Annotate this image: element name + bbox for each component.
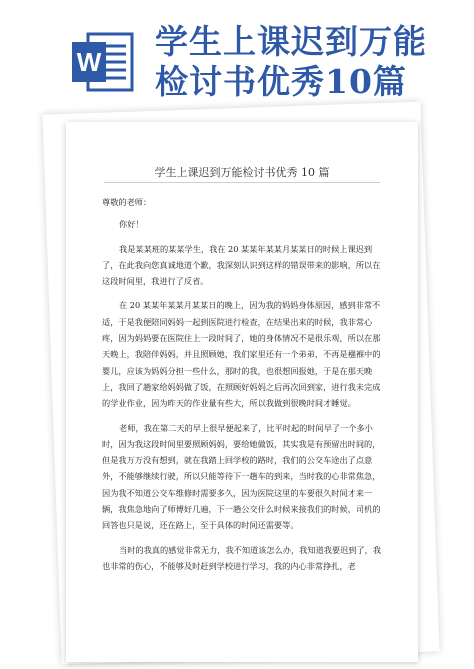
- document-body: [102, 194, 384, 582]
- heading-line-1: 学生上课迟到万能: [155, 22, 427, 61]
- heading-line-2: 检讨书优秀10篇: [155, 62, 407, 101]
- word-icon-letter: W: [76, 47, 102, 77]
- paragraph: 老师，我在第二天的早上很早便起来了，比平时起的时间早了一个多小时，因为我这段时间里要照顾妈妈，要给她做饭，其实我是有预留出时间的，但是我万万没有想到，就在我踏上回学校的路时，我们的公交车途出了点意外，不能够继续行驶，所以只能等待下一趟车的到来，当时我的心非常焦急，因为我不知道公交车维修时需要多久，因为医院这里的车要很久时间才来一辆，我焦急地向了师傅好几遍，下一趟公交什么时候来接我们的时候，司机的回答也只是说，还在路上，至于具体的时间还需要等。: [102, 422, 381, 531]
- greeting: 你好！: [119, 219, 144, 230]
- paragraph: 我是某某班的某某学生，我在 20 某某年某某月某某日的时候上课迟到了，在此我向您真诚地道个歉，我深刻认识到这样的错误带来的影响，所以在这段时间里，我进行了反省。: [102, 243, 381, 287]
- word-document-icon: [70, 30, 136, 94]
- page-title: 学生上课迟到万能检讨书优秀 10 篇: [154, 166, 330, 179]
- title-divider: [104, 182, 380, 183]
- header-banner: [0, 0, 474, 118]
- paragraph: 当时的我真的感觉非常无力，我不知道该怎么办，我知道我要迟到了，我也非常的伤心，不能够及时赶到学校进行学习，我的内心非常挣扎，老: [102, 544, 382, 571]
- salutation: 尊敬的老师：: [102, 197, 152, 207]
- document-page: [66, 122, 418, 662]
- document-heading: [155, 22, 427, 102]
- paragraph: 在 20 某某年某某月某某日的晚上，因为我的妈妈身体原因，感到非常不适，于是我便陪同妈妈一起到医院进行检查，在结果出来的时候，我非常心疼，因为妈妈要在医院住上一段时间了，她的身体情况不是很乐观，所以在那天晚上，我陪伴妈妈，并且照顾她，我们家里还有一个弟弟，不再是襁褓中的婴儿，应该为妈妈分担一些什么，那时的我，也很想回报她，于是在那天晚上，我回了趟家给妈妈做了饭，在照顾好妈妈之后再次回到家，进行我未完成的学业作业，因为昨天的作业量有些大，所以我做到很晚时间才睡觉。: [102, 300, 381, 409]
